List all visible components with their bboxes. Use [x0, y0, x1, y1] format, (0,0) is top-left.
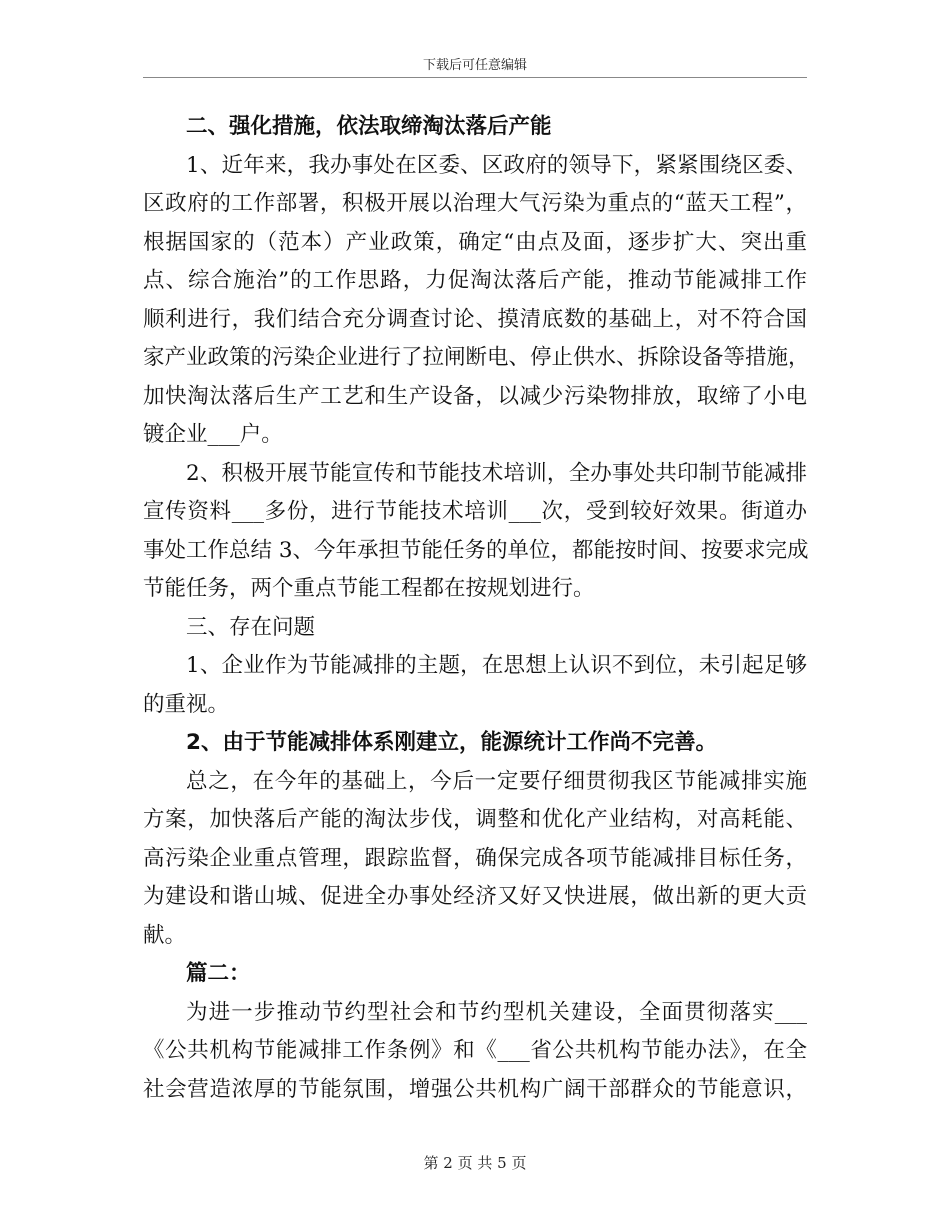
bold-paragraph-line: 2、由于节能减排体系刚建立，能源统计工作尚不完善。 [186, 730, 717, 755]
paragraph-line: 《公共机构节能减排工作条例》和《___省公共机构节能办法》，在全 [143, 1038, 807, 1063]
paragraph-line: 高污染企业重点管理，跟踪监督，确保完成各项节能减排目标任务， [143, 845, 807, 871]
paragraph-line: 方案，加快落后产能的淘汰步伐，调整和优化产业结构，对高耗能、 [143, 807, 807, 832]
paragraph-line: 顺利进行，我们结合充分调查讨论、摸清底数的基础上，对不符合国 [143, 306, 807, 332]
paragraph-line: 根据国家的（范本）产业政策，确定“由点及面，逐步扩大、突出重 [143, 229, 807, 255]
paragraph-line: 镀企业___户。 [143, 422, 283, 447]
paragraph-line: 为进一步推动节约型社会和节约型机关建设，全面贯彻落实___ [186, 999, 807, 1025]
page-number-footer: 第 2 页 共 5 页 [423, 1154, 527, 1172]
section-heading-3: 三、存在问题 [186, 614, 316, 640]
paragraph-line: 加快淘汰落后生产工艺和生产设备，以减少污染物排放，取缔了小电 [143, 383, 807, 409]
page-header: 下载后可任意编辑 [422, 58, 527, 73]
paragraph-line: 1、近年来，我办事处在区委、区政府的领导下，紧紧围绕区委、 [186, 152, 807, 178]
paragraph-line: 家产业政策的污染企业进行了拉闸断电、停止供水、拆除设备等措施， [143, 345, 810, 370]
paragraph-line: 的重视。 [143, 691, 230, 717]
paragraph-line: 宣传资料___多份，进行节能技术培训___次，受到较好效果。街道办 [143, 499, 807, 524]
document-body [143, 108, 810, 1109]
paragraph-line: 点、综合施治”的工作思路，力促淘汰落后产能，推动节能减排工作 [143, 268, 807, 293]
paragraph-line: 区政府的工作部署，积极开展以治理大气污染为重点的“蓝天工程”， [143, 191, 807, 216]
paragraph-line: 总之，在今年的基础上，今后一定要仔细贯彻我区节能减排实施 [186, 768, 807, 794]
section-heading-2: 二、强化措施，依法取缔淘汰落后产能 [186, 114, 552, 139]
paragraph-line: 2、积极开展节能宣传和节能技术培训，全办事处共印制节能减排 [186, 460, 807, 486]
header-divider [143, 77, 807, 78]
paragraph-line: 事处工作总结 3、今年承担节能任务的单位，都能按时间、按要求完成 [143, 537, 809, 563]
paragraph-line: 社会营造浓厚的节能氛围，增强公共机构广阔干部群众的节能意识， [143, 1076, 807, 1102]
paragraph-line: 为建设和谐山城、促进全办事处经济又好又快进展，做出新的更大贡 [143, 884, 807, 909]
paragraph-line: 献。 [143, 922, 187, 948]
paragraph-line: 节能任务，两个重点节能工程都在按规划进行。 [143, 576, 595, 601]
paragraph-line: 1、企业作为节能减排的主题，在思想上认识不到位，未引起足够 [186, 653, 807, 678]
chapter-heading: 篇二： [186, 961, 251, 986]
